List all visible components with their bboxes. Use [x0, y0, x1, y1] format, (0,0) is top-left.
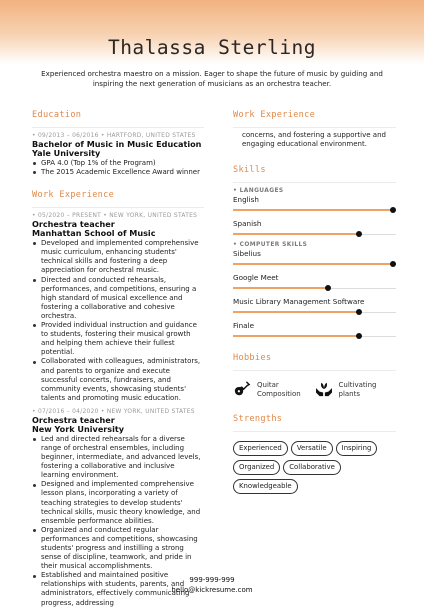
list-item: Established and maintained positive relationships with students, parents, and administrators, effectively communicating progress, addressing [32, 571, 204, 607]
skill-group-label-text: LANGUAGES [239, 188, 284, 195]
right-column [233, 110, 396, 498]
skill-bar [233, 231, 396, 237]
education-entry [32, 132, 204, 177]
guitar-icon [233, 381, 251, 397]
skills-title: Skills [233, 165, 266, 176]
education-bullets [32, 159, 204, 177]
skill-level-knob [390, 261, 396, 267]
education-meta: • 09/2013 – 06/2016 • HARTFORD, UNITED STATES [32, 133, 196, 139]
work-entry [32, 212, 204, 403]
skill-level-knob [356, 309, 362, 315]
strengths-list [233, 441, 403, 498]
section-divider [233, 127, 396, 128]
strength-tag: Collaborative [283, 460, 341, 475]
skill-name: Sibelius [233, 249, 261, 259]
skill-name: Finale [233, 321, 254, 331]
email-address: hello@kickresume.com [171, 585, 253, 594]
strength-tag: Knowledgeable [233, 479, 298, 494]
section-divider [32, 207, 204, 208]
phone-number: 999-999-999 [189, 576, 235, 584]
list-item: Directed and conducted rehearsals, performances, and competitions, ensuring a high standard of musical excellence and fostering a collaborative and cohesive orchestra. [32, 276, 204, 321]
hobby-label: Quitar Composition [257, 381, 301, 399]
skill-group-computer [233, 242, 396, 339]
plant-in-hands-icon [315, 381, 333, 397]
skill-spanish [233, 219, 396, 237]
strength-tag: Inspiring [336, 441, 378, 456]
work-meta: • 05/2020 – PRESENT • NEW YORK, UNITED STATES [32, 213, 198, 220]
skill-bar [233, 261, 396, 267]
skill-bar [233, 207, 396, 213]
school: Yale University [32, 148, 101, 158]
skill-level-knob [325, 285, 331, 291]
left-column [32, 110, 204, 608]
section-divider [32, 127, 204, 128]
strengths-title: Strengths [233, 414, 283, 425]
candidate-name: Thalassa Sterling [107, 36, 317, 59]
skill-level-knob [390, 207, 396, 213]
list-item: Collaborated with colleagues, administrators, and parents to organize and execute successful concerts, fundraisers, and community events, showcasing students' talents and promoting music education. [32, 357, 204, 402]
strength-tag: Experienced [233, 441, 288, 456]
skill-bar [233, 309, 396, 315]
list-item: GPA 4.0 (Top 1% of the Program) [32, 159, 204, 168]
summary-text: Experienced orchestra maestro on a mission. Eager to shape the future of music by guiding and inspiring the next generation of musicians as an orchestra teacher. [41, 69, 383, 88]
skill-name: English [233, 195, 259, 205]
section-divider [233, 182, 396, 183]
hobby-item [233, 381, 315, 399]
hobby-item [315, 381, 397, 399]
work-dates: 07/2016 – 04/2020 [37, 408, 99, 415]
employer: New York University [32, 423, 125, 434]
employer: Manhattan School of Music [32, 228, 156, 239]
list-item: The 2015 Academic Excellence Award winner [32, 168, 204, 177]
skill-group-label: • COMPUTER SKILLS [233, 242, 308, 249]
skill-finale [233, 321, 396, 339]
skill-level-knob [356, 231, 362, 237]
degree: Bachelor of Music in Music Education [32, 139, 202, 149]
work-bullets [32, 239, 204, 403]
skill-level-knob [356, 333, 362, 339]
list-item: Provided individual instruction and guidance to students, fostering their musical growth and helping them achieve their fullest potential. [32, 321, 204, 357]
skill-group-label-text: COMPUTER SKILLS [239, 242, 308, 249]
education-title: Education [32, 110, 82, 120]
skill-name: Spanish [233, 219, 262, 229]
strength-tag: Organized [233, 460, 280, 475]
strength-tag: Versatile [291, 441, 333, 456]
work-dates: 05/2020 – PRESENT [37, 213, 102, 220]
section-divider [233, 431, 396, 432]
skill-music-library [233, 297, 396, 315]
skill-sibelius [233, 249, 396, 267]
list-item: Developed and implemented comprehensive music curriculum, enhancing students' technical skills and fostering a deep appreciation for orchestral music. [32, 239, 204, 275]
header-banner [0, 0, 424, 64]
work-title: Work Experience [32, 190, 115, 201]
work-continued-title: Work Experience [233, 110, 316, 120]
hobbies-title: Hobbies [233, 353, 272, 364]
contact-footer [0, 576, 424, 595]
list-item: Organized and conducted regular performances and competitions, showcasing students' progress and instilling a strong sense of discipline, teamwork, and pride in their musical accomplishments. [32, 526, 204, 571]
section-divider [233, 370, 396, 371]
list-item: Designed and implemented comprehensive lesson plans, incorporating a variety of teaching strategies to develop students' technical skills, music theory knowledge, and ensemble performance abilities. [32, 480, 204, 525]
skill-google-meet [233, 273, 396, 291]
hobbies-list [233, 381, 396, 399]
hobby-label: Cultivating plants [338, 381, 377, 399]
work-meta: • 07/2016 – 04/2020 • NEW YORK, UNITED STATES [32, 408, 195, 415]
work-continued-text: concerns, and fostering a supportive and engaging educational environment. [242, 131, 386, 149]
skill-bar [233, 333, 396, 339]
skill-group-languages [233, 188, 396, 237]
list-item: Led and directed rehearsals for a diverse range of orchestral ensembles, including beginner, intermediate, and advanced levels, fostering a collaborative and inclusive learning environment. [32, 435, 204, 480]
job-role: Orchestra teacher [32, 219, 115, 230]
work-location: NEW YORK, UNITED STATES [109, 213, 198, 220]
education-location: HARTFORD, UNITED STATES [106, 133, 196, 139]
skill-name: Music Library Management Software [233, 297, 365, 307]
job-role: Orchestra teacher [32, 414, 115, 425]
education-dates: 09/2013 – 06/2016 [37, 133, 99, 139]
skill-bar [233, 285, 396, 291]
skill-name: Google Meet [233, 273, 279, 283]
skill-group-label: • LANGUAGES [233, 188, 284, 195]
work-location: NEW YORK, UNITED STATES [106, 408, 195, 415]
skill-english [233, 195, 396, 213]
